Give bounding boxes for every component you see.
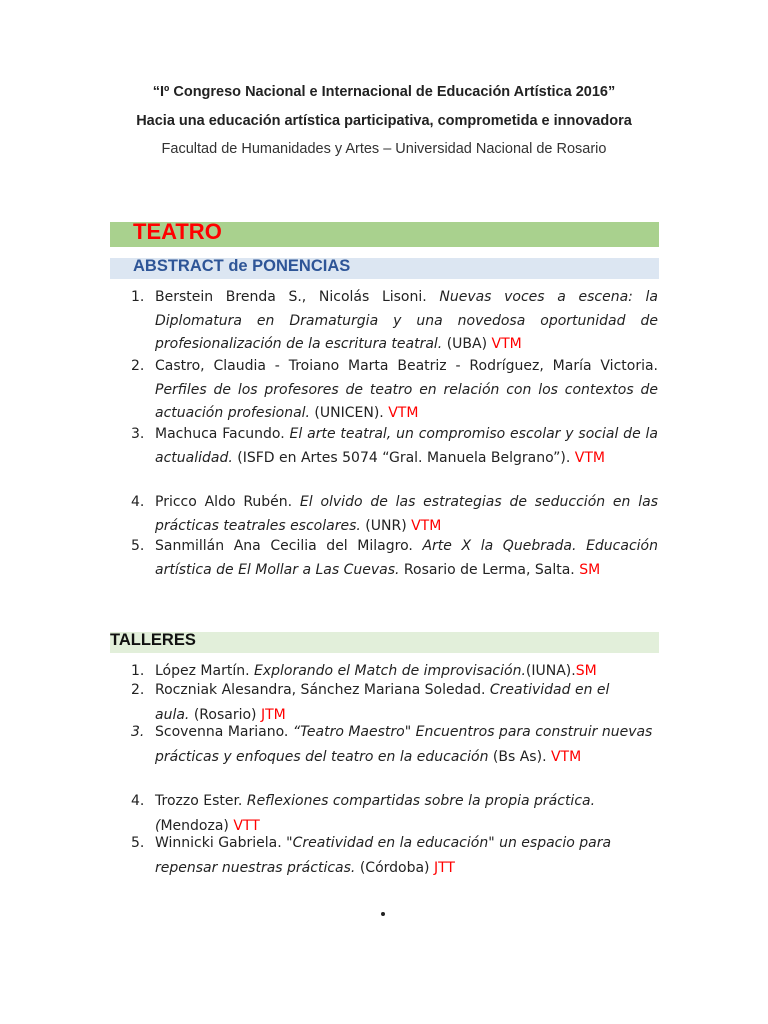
item-code: VTM	[550, 749, 582, 765]
item-institution: (IUNA).	[525, 663, 576, 679]
item-author: Winnicki Gabriela.	[155, 835, 287, 851]
item-institution: (UNICEN).	[309, 405, 389, 421]
item-code: VTM	[388, 405, 419, 421]
item-number: 1.	[131, 289, 145, 305]
item-author: Castro, Claudia - Troiano Marta Beatriz - Rodríguez, María Victoria.	[155, 358, 658, 374]
footer-dot	[381, 912, 385, 916]
item-title: Nuevas voces a escena: la Diplomatura en Dramaturgia y una novedosa oportunidad de profesionalización de la escritura teatral.	[155, 289, 658, 352]
item-text	[155, 491, 658, 538]
item-code: JTT	[433, 860, 455, 876]
item-text	[155, 355, 658, 426]
item-institution: Rosario de Lerma, Salta.	[399, 561, 580, 578]
item-institution: (ISFD en Artes 5074 “Gral. Manuela Belgrano”).	[232, 449, 575, 466]
item-title: “Teatro Maestro" Encuentros para construir nuevas prácticas y enfoques del teatro en la educación	[155, 724, 653, 765]
item-title: "Creatividad en la educación" un espacio para repensar nuestras prácticas.	[155, 835, 612, 876]
faculty-line: Facultad de Humanidades y Artes – Universidad Nacional de Rosario	[161, 141, 607, 157]
item-code: VTM	[491, 336, 522, 352]
item-number: 4.	[131, 494, 145, 510]
abstract-title: ABSTRACT de PONENCIAS	[133, 257, 351, 275]
item-text	[155, 286, 658, 357]
item-institution: (Bs As).	[488, 749, 551, 765]
item-institution: (Rosario)	[189, 707, 261, 723]
item-code: SM	[579, 561, 601, 578]
item-code: VTT	[233, 818, 260, 834]
item-code: JTM	[260, 707, 286, 723]
congress-subtitle: Hacia una educación artística participativa, comprometida e innovadora	[136, 113, 632, 129]
item-institution: (UNR)	[360, 517, 412, 534]
item-number: 3.	[131, 724, 145, 740]
item-author: Roczniak Alesandra, Sánchez Mariana Soledad.	[155, 682, 490, 698]
item-text	[155, 535, 658, 582]
item-code: VTM	[411, 517, 442, 534]
item-number: 3.	[131, 426, 145, 442]
item-institution: (Córdoba)	[355, 860, 434, 876]
item-title: Reflexiones compartidas sobre la propia práctica. (	[155, 793, 596, 834]
item-number: 5.	[131, 835, 145, 851]
item-author: Machuca Facundo.	[155, 426, 290, 442]
item-title: Perfiles de los profesores de teatro en relación con los contextos de actuación profesional.	[155, 381, 658, 421]
item-text	[155, 831, 630, 881]
item-text	[155, 423, 658, 470]
item-author: Sanmillán Ana Cecilia del Milagro.	[155, 538, 423, 554]
section-title-talleres: TALLERES	[110, 631, 196, 649]
item-institution: Mendoza)	[160, 818, 234, 834]
item-text	[155, 720, 655, 770]
item-code: SM	[575, 663, 597, 679]
item-number: 1.	[131, 663, 145, 679]
item-number: 4.	[131, 793, 145, 809]
item-title: Arte X la Quebrada. Educación artística de El Mollar a Las Cuevas.	[155, 538, 658, 578]
item-author: Pricco Aldo Rubén.	[155, 494, 300, 510]
item-number: 2.	[131, 358, 145, 374]
item-code: VTM	[574, 449, 605, 466]
item-number: 5.	[131, 538, 145, 554]
item-title: Explorando el Match de improvisación.	[253, 663, 526, 679]
item-title: El olvido de las estrategias de seducción en las prácticas teatrales escolares.	[155, 494, 658, 534]
item-title: El arte teatral, un compromiso escolar y social de la actualidad.	[155, 426, 658, 466]
item-number: 2.	[131, 682, 145, 698]
congress-title: “Iº Congreso Nacional e Internacional de Educación Artística 2016”	[152, 84, 616, 100]
item-author: Trozzo Ester.	[155, 793, 247, 809]
item-institution: (UBA)	[442, 336, 492, 352]
section-title-teatro: TEATRO	[133, 219, 222, 244]
item-author: López Martín.	[155, 663, 254, 679]
item-author: Berstein Brenda S., Nicolás Lisoni.	[155, 289, 440, 305]
item-title: Creatividad en el aula.	[155, 682, 610, 723]
item-author: Scovenna Mariano.	[155, 724, 293, 740]
